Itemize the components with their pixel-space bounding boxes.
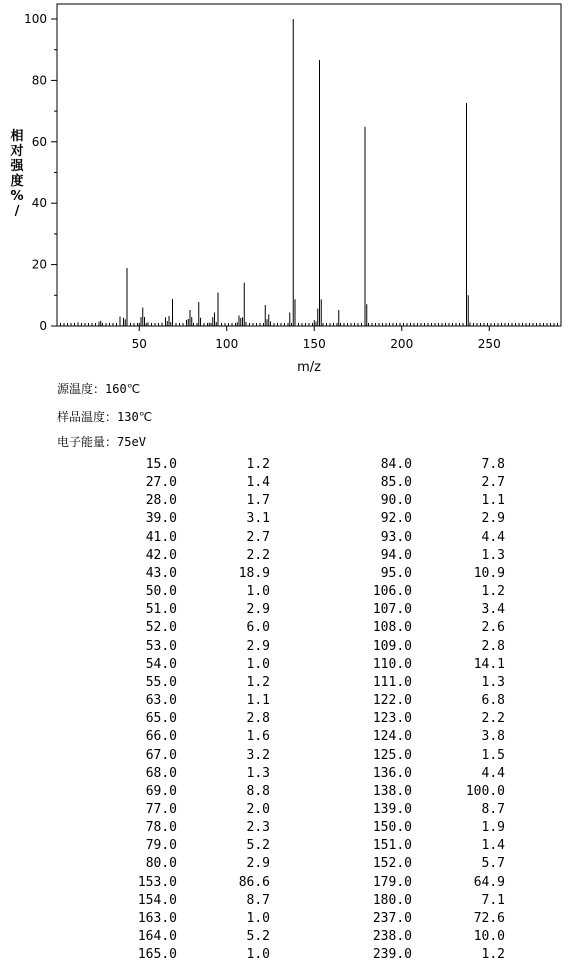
cell-intensity-left: 1.0 (246, 656, 270, 672)
cell-intensity-left: 5.2 (246, 838, 270, 854)
cell-intensity-left: 2.9 (246, 856, 270, 872)
sample-temperature-value: 130℃ (117, 410, 153, 424)
mass-spectrum-chart (0, 0, 570, 380)
cell-intensity-right: 1.2 (481, 584, 505, 600)
y-tick-label: 80 (31, 73, 47, 88)
cell-intensity-right: 10.9 (473, 565, 505, 581)
table-row (135, 674, 505, 692)
source-temperature-value: 160℃ (105, 382, 141, 396)
cell-intensity-right: 2.2 (481, 711, 505, 727)
table-row (135, 819, 505, 837)
y-tick-label: 100 (24, 12, 47, 26)
cell-intensity-right: 72.6 (473, 910, 505, 926)
cell-intensity-right: 2.6 (481, 620, 505, 636)
cell-intensity-left: 3.2 (246, 747, 270, 763)
cell-intensity-left: 1.2 (246, 457, 270, 472)
cell-intensity-left: 3.1 (246, 511, 270, 527)
cell-intensity-right: 3.8 (481, 729, 505, 745)
cell-intensity-right: 4.4 (481, 529, 505, 545)
cell-mz-right: 90.0 (380, 493, 412, 509)
cell-mz-right: 122.0 (372, 693, 412, 709)
cell-intensity-left: 1.4 (246, 475, 270, 491)
cell-intensity-right: 2.9 (481, 511, 505, 527)
table-row (135, 928, 505, 946)
cell-mz-left: 42.0 (145, 547, 177, 563)
table-row (135, 656, 505, 674)
x-tick-label: 150 (302, 337, 326, 351)
cell-intensity-right: 1.3 (481, 547, 505, 563)
cell-intensity-left: 1.1 (246, 693, 270, 709)
table-row (135, 783, 505, 801)
table-row (135, 583, 505, 601)
cell-intensity-right: 4.4 (481, 765, 505, 781)
cell-mz-left: 51.0 (145, 602, 177, 618)
cell-intensity-right: 1.9 (481, 820, 505, 836)
table-row (135, 474, 505, 492)
cell-intensity-left: 2.2 (246, 547, 270, 563)
table-row (135, 565, 505, 583)
cell-mz-left: 63.0 (145, 693, 177, 709)
cell-mz-right: 123.0 (372, 711, 412, 727)
cell-mz-right: 85.0 (380, 475, 412, 491)
cell-intensity-right: 14.1 (473, 656, 505, 672)
cell-mz-right: 94.0 (380, 547, 412, 563)
cell-mz-right: 107.0 (372, 602, 412, 618)
cell-mz-right: 150.0 (372, 820, 412, 836)
source-temperature (57, 380, 140, 397)
cell-mz-right: 111.0 (372, 674, 412, 690)
table-row (135, 529, 505, 547)
cell-mz-right: 136.0 (372, 765, 412, 781)
cell-mz-left: 66.0 (145, 729, 177, 745)
cell-mz-left: 65.0 (145, 711, 177, 727)
cell-mz-right: 110.0 (372, 656, 412, 672)
cell-intensity-left: 1.7 (246, 493, 270, 509)
cell-intensity-left: 86.6 (238, 874, 270, 890)
cell-intensity-left: 1.0 (246, 584, 270, 600)
cell-intensity-right: 6.8 (481, 693, 505, 709)
table-row (135, 456, 505, 474)
cell-mz-left: 79.0 (145, 838, 177, 854)
cell-mz-right: 152.0 (372, 856, 412, 872)
y-tick-label: 40 (31, 196, 47, 211)
cell-mz-right: 92.0 (380, 511, 412, 527)
svg-text:相对强度%/: 相对强度% / (10, 129, 24, 219)
cell-mz-left: 67.0 (145, 747, 177, 763)
table-row (135, 837, 505, 855)
cell-intensity-right: 1.4 (481, 838, 505, 854)
table-row (135, 619, 505, 637)
cell-intensity-right: 100.0 (465, 783, 505, 799)
table-row (135, 492, 505, 510)
cell-mz-left: 28.0 (145, 493, 177, 509)
cell-intensity-left: 1.6 (246, 729, 270, 745)
table-row (135, 747, 505, 765)
cell-intensity-left: 8.7 (246, 892, 270, 908)
cell-mz-right: 139.0 (372, 801, 412, 817)
cell-intensity-right: 1.3 (481, 674, 505, 690)
cell-intensity-right: 64.9 (473, 874, 505, 890)
x-axis-ticks (132, 326, 501, 351)
cell-mz-left: 41.0 (145, 529, 177, 545)
cell-mz-right: 124.0 (372, 729, 412, 745)
cell-mz-right: 237.0 (372, 910, 412, 926)
cell-mz-left: 27.0 (145, 475, 177, 491)
cell-intensity-left: 1.0 (246, 947, 270, 963)
source-temperature-label: 源温度： (57, 382, 106, 396)
cell-mz-right: 180.0 (372, 892, 412, 908)
table-row (135, 765, 505, 783)
cell-mz-right: 95.0 (380, 565, 412, 581)
electron-energy-label: 电子能量： (57, 435, 118, 449)
cell-mz-left: 77.0 (145, 801, 177, 817)
table-row (135, 855, 505, 873)
cell-mz-left: 69.0 (145, 783, 177, 799)
table-row (135, 874, 505, 892)
cell-intensity-left: 18.9 (238, 565, 270, 581)
cell-mz-left: 53.0 (145, 638, 177, 654)
y-tick-label: 0 (39, 319, 47, 333)
cell-mz-left: 50.0 (145, 584, 177, 600)
cell-intensity-left: 2.9 (246, 638, 270, 654)
cell-intensity-left: 6.0 (246, 620, 270, 636)
cell-mz-left: 52.0 (145, 620, 177, 636)
cell-mz-left: 163.0 (137, 910, 177, 926)
cell-mz-left: 164.0 (137, 929, 177, 945)
table-row (135, 547, 505, 565)
table-row (135, 910, 505, 928)
cell-intensity-left: 1.0 (246, 910, 270, 926)
x-axis-label: m/z (297, 360, 321, 375)
cell-mz-right: 151.0 (372, 838, 412, 854)
table-row (135, 728, 505, 746)
table-row (135, 892, 505, 910)
table-row (135, 801, 505, 819)
cell-mz-left: 15.0 (145, 457, 177, 472)
cell-intensity-left: 2.3 (246, 820, 270, 836)
cell-intensity-left: 1.2 (246, 674, 270, 690)
cell-intensity-left: 2.0 (246, 801, 270, 817)
cell-intensity-right: 2.7 (481, 475, 505, 491)
table-row (135, 710, 505, 728)
cell-mz-left: 78.0 (145, 820, 177, 836)
cell-mz-right: 93.0 (380, 529, 412, 545)
plot-frame (57, 4, 561, 326)
peak-table (135, 456, 505, 964)
cell-mz-right: 106.0 (372, 584, 412, 600)
electron-energy (57, 433, 146, 450)
sample-temperature-label: 样品温度： (57, 410, 118, 424)
cell-intensity-left: 2.7 (246, 529, 270, 545)
x-tick-label: 100 (215, 337, 239, 351)
y-tick-label: 60 (31, 134, 47, 149)
cell-mz-right: 125.0 (372, 747, 412, 763)
peak-bars (78, 19, 470, 326)
cell-mz-right: 179.0 (372, 874, 412, 890)
cell-intensity-left: 2.8 (246, 711, 270, 727)
table-row (135, 510, 505, 528)
cell-mz-left: 43.0 (145, 565, 177, 581)
y-tick-label: 20 (31, 257, 47, 272)
cell-intensity-right: 7.8 (481, 457, 505, 472)
electron-energy-value: 75eV (117, 435, 146, 449)
cell-intensity-right: 8.7 (481, 801, 505, 817)
cell-intensity-right: 2.8 (481, 638, 505, 654)
cell-intensity-left: 1.3 (246, 765, 270, 781)
table-row (135, 692, 505, 710)
y-axis-ticks (24, 12, 57, 333)
cell-mz-left: 68.0 (145, 765, 177, 781)
cell-mz-right: 239.0 (372, 947, 412, 963)
cell-mz-left: 39.0 (145, 511, 177, 527)
table-row (135, 946, 505, 964)
cell-intensity-right: 1.1 (481, 493, 505, 509)
cell-intensity-right: 5.7 (481, 856, 505, 872)
cell-intensity-left: 8.8 (246, 783, 270, 799)
cell-mz-right: 109.0 (372, 638, 412, 654)
cell-mz-left: 55.0 (145, 674, 177, 690)
cell-mz-left: 54.0 (145, 656, 177, 672)
cell-mz-left: 154.0 (137, 892, 177, 908)
cell-mz-left: 165.0 (137, 947, 177, 963)
cell-mz-left: 153.0 (137, 874, 177, 890)
cell-mz-left: 80.0 (145, 856, 177, 872)
cell-mz-right: 238.0 (372, 929, 412, 945)
x-tick-label: 200 (390, 337, 414, 351)
table-row (135, 601, 505, 619)
sample-temperature (57, 408, 152, 425)
cell-intensity-right: 1.5 (481, 747, 505, 763)
cell-intensity-right: 7.1 (481, 892, 505, 908)
cell-mz-right: 108.0 (372, 620, 412, 636)
x-tick-label: 250 (477, 337, 501, 351)
cell-intensity-right: 1.2 (481, 947, 505, 963)
cell-intensity-right: 3.4 (481, 602, 505, 618)
cell-intensity-right: 10.0 (473, 929, 505, 945)
x-tick-label: 50 (131, 337, 147, 351)
cell-intensity-left: 5.2 (246, 929, 270, 945)
cell-mz-right: 138.0 (372, 783, 412, 799)
cell-mz-right: 84.0 (380, 457, 412, 472)
y-axis-label (9, 128, 24, 219)
cell-intensity-left: 2.9 (246, 602, 270, 618)
table-row (135, 638, 505, 656)
